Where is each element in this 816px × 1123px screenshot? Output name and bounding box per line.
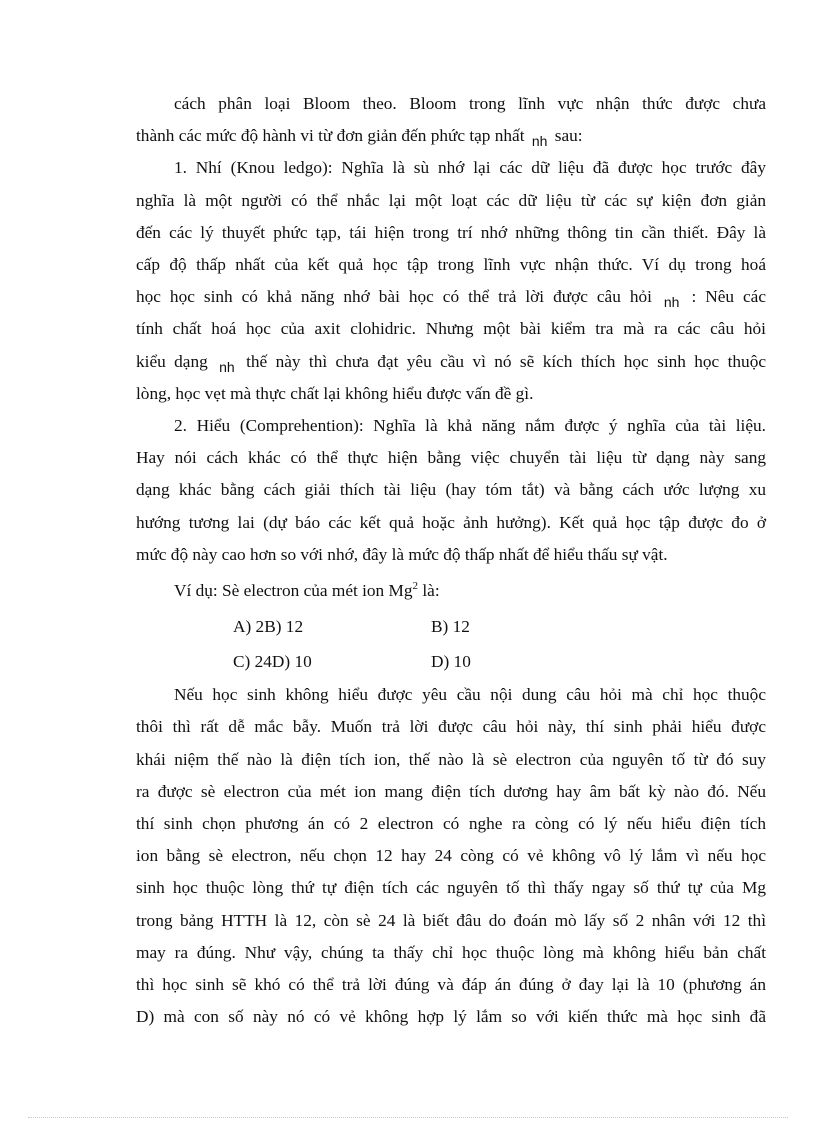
p1-line-5-b: : Nêu các (691, 287, 767, 307)
p1-line-7-a: kiểu dạng (136, 351, 208, 371)
p2-line-2: Hay nói cách khác có thể thực hiện bằng việc chuyển tài liệu từ dạng này sang (136, 448, 766, 468)
p3-line-10: thì học sinh sẽ khó có thể trả lời đúng và đáp án đúng ở đay lại là 10 (phương án (136, 975, 766, 995)
options-row-1 (136, 609, 766, 644)
option-c: C) 24D) 10 (233, 652, 312, 672)
intro-line-2 (136, 120, 766, 152)
p3-line-5: thí sinh chọn phương án có 2 electron có nghe ra còng có lý nếu hiểu điện tích (136, 814, 766, 834)
p3-line-1: Nếu học sinh không hiểu được yêu cầu nội dung câu hỏi mà chỉ học thuộc (174, 685, 766, 705)
p3-line-11: D) mà con số này nó có vẻ không hợp lý lắm so với kiến thức mà học sinh đã (136, 1007, 766, 1027)
p2-line-4: hướng tương lai (dự báo các kết quả hoặc ảnh hưởng). Kết quả học tập được đo ở (136, 512, 766, 532)
bottom-dotted-rule (28, 1117, 788, 1118)
p3-line-2: thôi thì rất dễ mắc bẫy. Muốn trả lời được câu hỏi này, thí sinh phải hiểu được (136, 717, 766, 737)
p3-line-9: may ra đúng. Như vậy, chúng ta thấy chỉ học thuộc lòng mà không hiểu bản chất (136, 942, 766, 962)
intro-text-b: sau: (554, 126, 583, 146)
p2-line-1: 2. Hiểu (Comprehention): Nghĩa là khả năng nắm được ý nghĩa của tài liệu. (174, 416, 766, 436)
option-b: B) 12 (431, 617, 470, 637)
p1-line-5-a: học học sinh có khả năng nhớ bài học có thể trả lời được câu hỏi (136, 287, 652, 307)
example-superscript: 2 (412, 580, 419, 593)
nh-fragment: nh (531, 133, 548, 150)
p2-line-3: dạng khác bằng cách giải thích tài liệu (hay tóm tắt) và bằng cách ước lượng xu (136, 480, 766, 500)
p3-line-6: ion bằng sè electron, nếu chọn 12 hay 24 còng có vẻ không vô lý lắm vì nếu học (136, 846, 766, 866)
option-a: A) 2B) 12 (233, 617, 304, 637)
p1-line-3: đến các lý thuyết phức tạp, tái hiện trong trí nhớ những thông tin cần thiết. Đây là (136, 222, 766, 242)
p1-line-6: tính chất hoá học của axit clohidric. Nhưng một bài kiểm tra mà ra các câu hỏi (136, 319, 766, 339)
p1-line-2: nghĩa là một người có thể nhắc lại một loạt các dữ liệu từ các sự kiện đơn giản (136, 190, 766, 210)
p1-line-7 (136, 346, 766, 378)
intro-line-1: cách phân loại Bloom theo. Bloom trong lĩnh vực nhận thức được chưa (174, 94, 766, 113)
example-line (136, 575, 766, 609)
p1-line-5 (136, 281, 766, 313)
example-text: Ví dụ: Sè electron của mét ion Mg (174, 581, 413, 601)
p3-line-4: ra được sè electron của mét ion mang điện tích dương hay âm bất kỳ nào đó. Nếu (136, 781, 766, 801)
p1-line-8: lòng, học vẹt mà thực chất lại không hiểu được vấn đề gì. (136, 383, 534, 403)
intro-text-a: thành các mức độ hành vi từ đơn giản đến phức tạp nhất (136, 126, 525, 146)
example-tail: là: (418, 581, 440, 601)
p2-line-5: mức độ này cao hơn so với nhớ, đây là mức độ thấp nhất để hiểu thấu sự vật. (136, 544, 668, 564)
p1-line-4: cấp độ thấp nhất của kết quả học tập trong lĩnh vực nhận thức. Ví dụ trong hoá (136, 255, 766, 275)
p3-line-8: trong bảng HTTH là 12, còn sè 24 là biết đâu do đoán mò lấy số 2 nhân với 12 thì (136, 910, 766, 930)
p1-line-1: 1. Nhí (Knou ledgo): Nghĩa là sù nhớ lại các dữ liệu đã được học trước đây (174, 158, 766, 178)
p3-line-3: khái niệm thế nào là điện tích ion, thế nào là sè electron của nguyên tố từ đó suy (136, 749, 766, 769)
option-d: D) 10 (431, 652, 471, 672)
body-text (136, 88, 766, 1033)
nh-fragment: nh (219, 358, 235, 375)
p3-line-7: sinh học thuộc lòng thứ tự điện tích các nguyên tố thì thấy ngay số thứ tự của Mg (136, 878, 766, 898)
options-row-2 (136, 644, 766, 679)
nh-fragment: nh (663, 294, 680, 311)
p1-line-7-b: thế này thì chưa đạt yêu cầu vì nó sẽ kích thích học sinh học thuộc (246, 351, 766, 371)
